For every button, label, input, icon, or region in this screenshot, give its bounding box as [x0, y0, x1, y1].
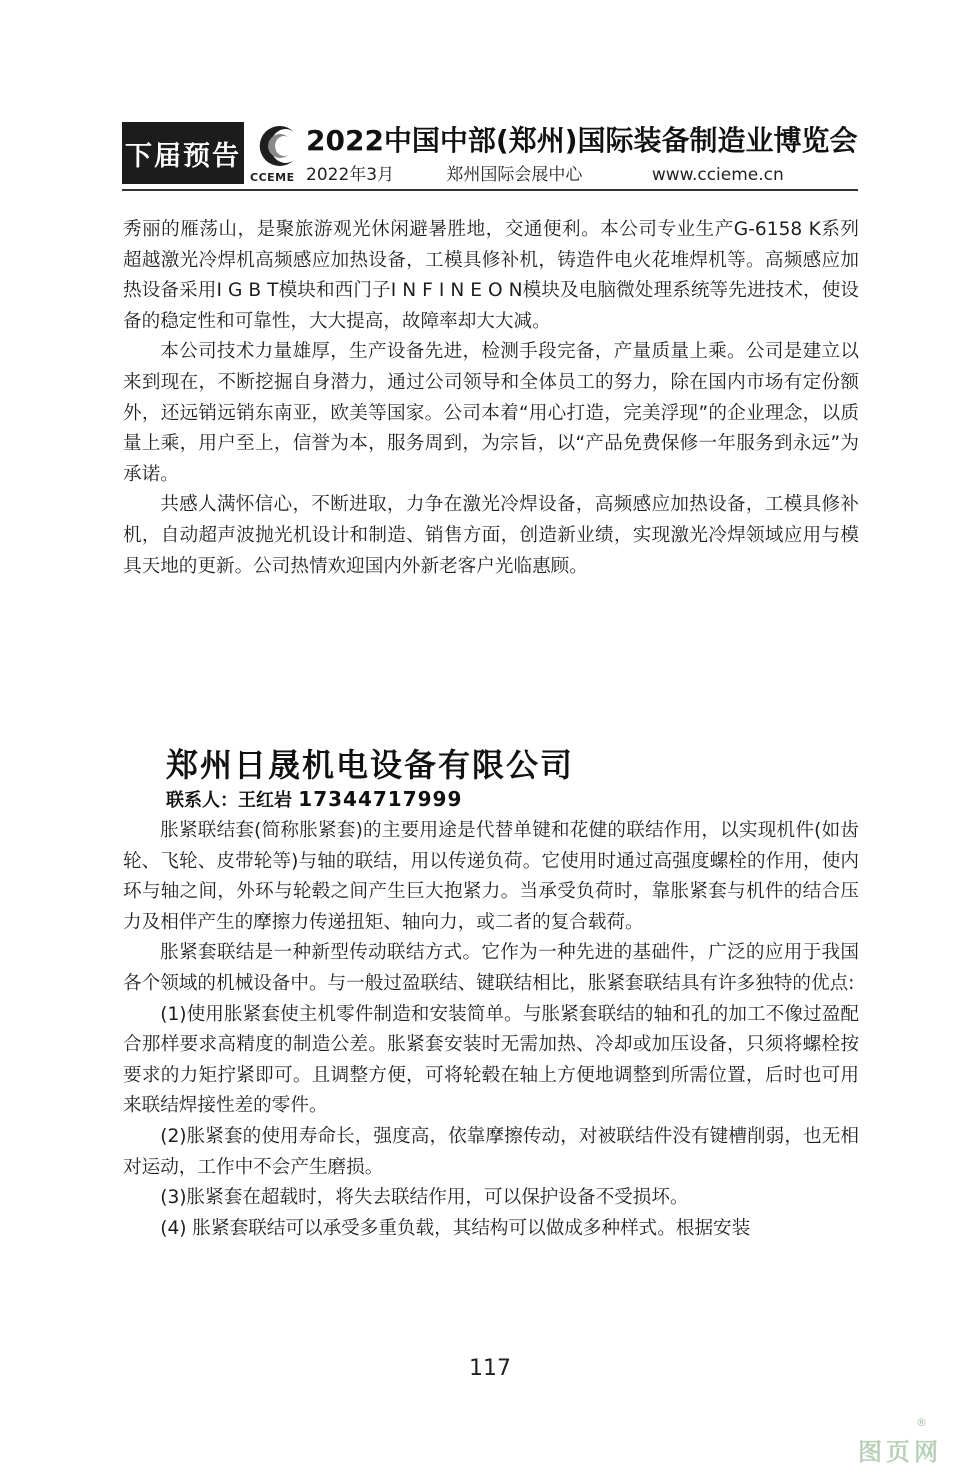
company-name: 郑州日晟机电设备有限公司 [166, 746, 575, 784]
page-number: 117 [469, 1356, 511, 1381]
paragraph: (2)胀紧套的使用寿命长，强度高，依靠摩擦传动，对被联结件没有键槽削弱，也无相对运动，工作中不会产生磨损。 [123, 1125, 859, 1178]
paragraph: (4) 胀紧套联结可以承受多重负载，其结构可以做成多种样式。根据安装 [160, 1217, 751, 1239]
paragraph: 胀紧套联结是一种新型传动联结方式。它作为一种先进的基础件，广泛的应用于我国各个领域的机械设备中。与一般过盈联结、键联结相比，胀紧套联结具有许多独特的优点: [123, 942, 859, 994]
contact-phone: 17344717999 [298, 787, 463, 811]
next-edition-badge: 下届预告 [122, 122, 244, 184]
expo-title: 2022中国中部(郑州)国际装备制造业博览会 [306, 124, 858, 157]
logo-wordmark: CCEME [250, 171, 295, 184]
company-description [123, 816, 859, 1244]
previous-company-text [123, 215, 859, 582]
watermark-text: 图页网 [858, 1438, 942, 1466]
expo-logo [250, 121, 302, 185]
page-header [122, 121, 860, 185]
paragraph: 共感人满怀信心，不断进取，力争在激光冷焊设备，高频感应加热设备，工模具修补机，自动超声波抛光机设计和制造、销售方面，创造新业绩，实现激光冷焊领域应用与模具天地的更新。公司热情欢迎国内外新老客户光临惠顾。 [123, 494, 859, 577]
expo-url: www.ccieme.cn [651, 165, 784, 185]
registered-mark: ® [916, 1416, 927, 1429]
paragraph: (3)胀紧套在超载时，将失去联结作用，可以保护设备不受损坏。 [160, 1187, 689, 1209]
paragraph: 秀丽的雁荡山，是聚旅游观光休闲避暑胜地，交通便利。本公司专业生产G-6158 K系列超越激光冷焊机高频感应加热设备，工模具修补机，铸造件电火花堆焊机等。高频感应加热设备采用I G B T模块和西门子I N F I N E O N模块及电脑微处理系统等先进技术，使设备的稳定性和可靠性，大大提高，故障率却大大减。 [123, 219, 859, 332]
expo-venue: 郑州国际会展中心 [446, 165, 583, 185]
paragraph: 本公司技术力量雄厚，生产设备先进，检测手段完备，产量质量上乘。公司是建立以来到现在，不断挖掘自身潜力，通过公司领导和全体员工的努力，除在国内市场有定份额外，还远销远销东南亚，欧美等国家。公司本着“用心打造，完美浮现”的企业理念，以质量上乘，用户至上，信誉为本，服务周到，为宗旨，以“产品免费保修一年服务到永远”为承诺。 [123, 341, 859, 485]
contact-person: 联系人：王红岩 [166, 790, 292, 811]
contact-line [166, 786, 462, 812]
expo-date: 2022年3月 [306, 165, 395, 185]
paragraph: (1)使用胀紧套使主机零件制造和安装简单。与胀紧套联结的轴和孔的加工不像过盈配合那样要求高精度的制造公差。胀紧套安装时无需加热、冷却或加压设备，只须将螺栓按要求的力矩拧紧即可。且调整方便，可将轮毂在轴上方便地调整到所需位置，后时也可用来联结焊接性差的零件。 [123, 1003, 859, 1117]
header-divider [122, 189, 858, 191]
site-watermark [858, 1416, 942, 1467]
expo-details [306, 160, 784, 185]
crescent-logo-icon [254, 123, 300, 169]
paragraph: 胀紧联结套(简称胀紧套)的主要用途是代替单键和花健的联结作用，以实现机件(如齿轮、飞轮、皮带轮等)与轴的联结，用以传递负荷。它使用时通过高强度螺栓的作用，使内环与轴之间，外环与轮毂之间产生巨大抱紧力。当承受负荷时，靠胀紧套与机件的结合压力及相伴产生的摩擦力传递扭矩、轴向力，或二者的复合载荷。 [123, 820, 859, 933]
